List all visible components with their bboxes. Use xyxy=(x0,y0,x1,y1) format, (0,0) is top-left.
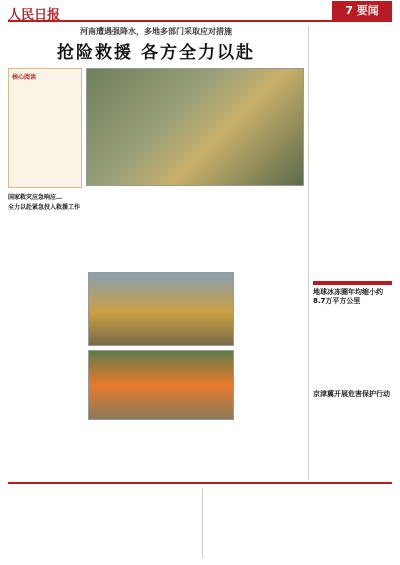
article-column-b xyxy=(88,190,234,270)
rescue-boat-photo xyxy=(88,350,234,420)
subhead-emergency-response: 国家救灾应急响应… xyxy=(8,194,63,201)
flood-bus-photo xyxy=(88,272,234,346)
bottom-left-article xyxy=(8,488,194,558)
page-tag: 7 要闻 xyxy=(332,1,392,21)
masthead xyxy=(8,4,392,22)
cryosphere-text xyxy=(313,308,392,388)
article-column-a xyxy=(8,192,84,478)
article-column-c xyxy=(238,190,304,478)
story-headline: 抢险救援 各方全力以赴 xyxy=(57,43,255,63)
column-badge xyxy=(313,281,392,285)
protection-text xyxy=(313,401,392,461)
story-kicker: 河南遭遇强降水，多地多部门采取应对措施 xyxy=(80,27,232,36)
rescue-photo-main xyxy=(86,68,304,186)
bottom-right-article xyxy=(202,488,392,558)
protection-headline: 京津冀开展危害保护行动 xyxy=(313,390,390,398)
subhead-rescue-work: 全力以赴紧急投入救援工作 xyxy=(8,204,81,211)
core-reading-title: 核心阅读 xyxy=(12,74,37,81)
cryosphere-headline: 地球冰冻圈年均缩小约8.7万平方公里 xyxy=(313,288,383,305)
bottom-band xyxy=(8,482,392,558)
newspaper-logo: 人民日报 xyxy=(8,8,61,23)
commentary-text xyxy=(313,158,392,278)
main-story xyxy=(8,26,304,480)
article-column-d xyxy=(88,424,234,478)
right-column xyxy=(308,26,392,480)
core-reading-box xyxy=(8,68,82,188)
